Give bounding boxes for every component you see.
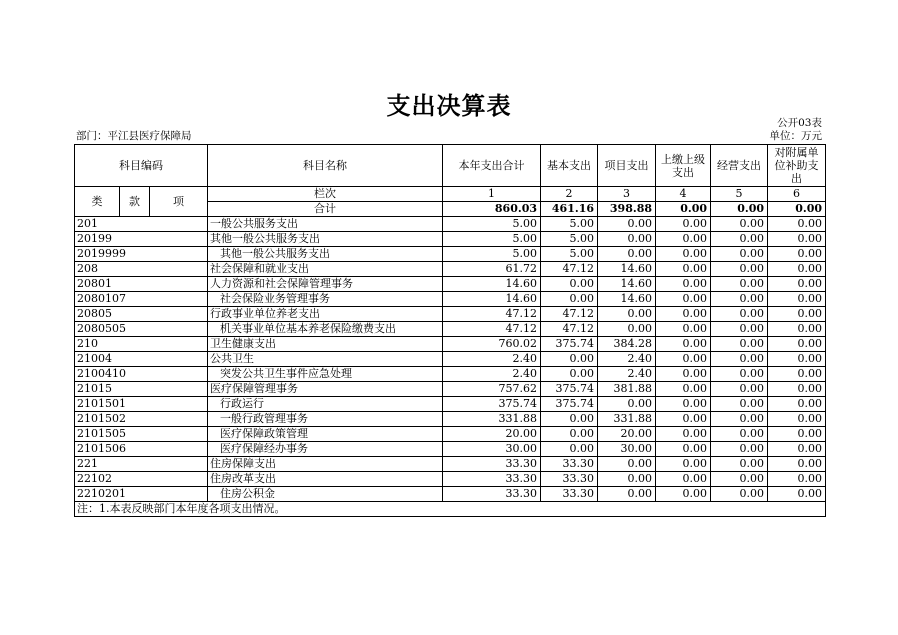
amount-cell: 33.30 xyxy=(541,457,598,472)
subject-name: 医疗保障政策管理 xyxy=(208,427,443,442)
header-kuan: 款 xyxy=(120,187,150,217)
amount-cell: 0.00 xyxy=(768,232,826,247)
amount-cell: 0.00 xyxy=(598,232,656,247)
amount-cell: 0.00 xyxy=(768,472,826,487)
amount-cell: 30.00 xyxy=(443,442,541,457)
subject-code: 20805 xyxy=(75,307,208,322)
table-row xyxy=(75,232,826,247)
col-num: 5 xyxy=(711,187,768,202)
table-row xyxy=(75,247,826,262)
subject-code: 2100410 xyxy=(75,367,208,382)
amount-cell: 5.00 xyxy=(443,217,541,232)
amount-cell: 0.00 xyxy=(656,262,711,277)
header-row xyxy=(75,145,826,187)
amount-cell: 61.72 xyxy=(443,262,541,277)
subject-name: 社会保障和就业支出 xyxy=(208,262,443,277)
table-row xyxy=(75,262,826,277)
total-value: 0.00 xyxy=(656,202,711,217)
amount-cell: 0.00 xyxy=(711,427,768,442)
header-lanci: 栏次 xyxy=(208,187,443,202)
header-lei: 类 xyxy=(75,187,120,217)
table-row xyxy=(75,322,826,337)
amount-cell: 30.00 xyxy=(598,442,656,457)
amount-cell: 14.60 xyxy=(443,277,541,292)
table-row xyxy=(75,292,826,307)
amount-cell: 47.12 xyxy=(541,322,598,337)
header-total: 本年支出合计 xyxy=(443,145,541,187)
amount-cell: 20.00 xyxy=(598,427,656,442)
amount-cell: 375.74 xyxy=(541,382,598,397)
amount-cell: 47.12 xyxy=(541,307,598,322)
amount-cell: 0.00 xyxy=(768,427,826,442)
total-value: 860.03 xyxy=(443,202,541,217)
amount-cell: 2.40 xyxy=(443,367,541,382)
table-row xyxy=(75,397,826,412)
subject-name: 突发公共卫生事件应急处理 xyxy=(208,367,443,382)
subject-code: 2101505 xyxy=(75,427,208,442)
amount-cell: 0.00 xyxy=(711,262,768,277)
amount-cell: 0.00 xyxy=(768,442,826,457)
amount-cell: 0.00 xyxy=(656,232,711,247)
amount-cell: 33.30 xyxy=(443,472,541,487)
amount-cell: 0.00 xyxy=(598,487,656,502)
amount-cell: 0.00 xyxy=(541,352,598,367)
amount-cell: 0.00 xyxy=(656,337,711,352)
amount-cell: 0.00 xyxy=(541,427,598,442)
amount-cell: 14.60 xyxy=(598,277,656,292)
page-title: 支出决算表 xyxy=(386,91,512,120)
amount-cell: 0.00 xyxy=(656,352,711,367)
subject-code: 2101506 xyxy=(75,442,208,457)
amount-cell: 0.00 xyxy=(656,442,711,457)
amount-cell: 0.00 xyxy=(656,367,711,382)
amount-cell: 0.00 xyxy=(768,262,826,277)
amount-cell: 5.00 xyxy=(443,232,541,247)
department-label: 部门：平江县医疗保障局 xyxy=(76,130,192,142)
subject-code: 221 xyxy=(75,457,208,472)
amount-cell: 2.40 xyxy=(598,352,656,367)
subject-name: 行政事业单位养老支出 xyxy=(208,307,443,322)
amount-cell: 0.00 xyxy=(711,367,768,382)
subject-name: 住房改革支出 xyxy=(208,472,443,487)
amount-cell: 0.00 xyxy=(711,217,768,232)
amount-cell: 0.00 xyxy=(768,382,826,397)
column-number-row xyxy=(75,187,826,202)
table-row xyxy=(75,427,826,442)
amount-cell: 5.00 xyxy=(443,247,541,262)
amount-cell: 757.62 xyxy=(443,382,541,397)
amount-cell: 0.00 xyxy=(711,412,768,427)
col-num: 3 xyxy=(598,187,656,202)
subject-name: 卫生健康支出 xyxy=(208,337,443,352)
amount-cell: 0.00 xyxy=(598,322,656,337)
subject-code: 2210201 xyxy=(75,487,208,502)
subject-code: 208 xyxy=(75,262,208,277)
header-business: 经营支出 xyxy=(711,145,768,187)
amount-cell: 0.00 xyxy=(711,397,768,412)
amount-cell: 5.00 xyxy=(541,232,598,247)
expenditure-table xyxy=(74,144,826,517)
unit-label: 单位：万元 xyxy=(769,130,822,142)
amount-cell: 0.00 xyxy=(541,277,598,292)
subject-name: 其他一般公共服务支出 xyxy=(208,247,443,262)
subject-code: 21004 xyxy=(75,352,208,367)
subject-code: 21015 xyxy=(75,382,208,397)
amount-cell: 0.00 xyxy=(711,442,768,457)
subject-code: 2101501 xyxy=(75,397,208,412)
amount-cell: 0.00 xyxy=(598,217,656,232)
amount-cell: 0.00 xyxy=(656,277,711,292)
amount-cell: 0.00 xyxy=(711,337,768,352)
amount-cell: 0.00 xyxy=(656,247,711,262)
amount-cell: 14.60 xyxy=(598,292,656,307)
table-row xyxy=(75,472,826,487)
subject-name: 一般行政管理事务 xyxy=(208,412,443,427)
header-project: 项目支出 xyxy=(598,145,656,187)
subject-code: 22102 xyxy=(75,472,208,487)
table-row xyxy=(75,277,826,292)
subject-code: 210 xyxy=(75,337,208,352)
amount-cell: 2.40 xyxy=(443,352,541,367)
subject-name: 社会保险业务管理事务 xyxy=(208,292,443,307)
amount-cell: 760.02 xyxy=(443,337,541,352)
table-row xyxy=(75,367,826,382)
amount-cell: 0.00 xyxy=(598,247,656,262)
amount-cell: 0.00 xyxy=(656,382,711,397)
header-subsidy: 对附属单位补助支出 xyxy=(768,145,826,187)
amount-cell: 384.28 xyxy=(598,337,656,352)
amount-cell: 0.00 xyxy=(598,457,656,472)
amount-cell: 331.88 xyxy=(443,412,541,427)
amount-cell: 47.12 xyxy=(443,307,541,322)
subject-name: 医疗保障经办事务 xyxy=(208,442,443,457)
amount-cell: 0.00 xyxy=(711,232,768,247)
amount-cell: 0.00 xyxy=(711,472,768,487)
table-row xyxy=(75,307,826,322)
total-label: 合计 xyxy=(208,202,443,217)
amount-cell: 14.60 xyxy=(443,292,541,307)
amount-cell: 33.30 xyxy=(541,472,598,487)
amount-cell: 0.00 xyxy=(711,247,768,262)
amount-cell: 0.00 xyxy=(656,322,711,337)
amount-cell: 5.00 xyxy=(541,247,598,262)
col-num: 2 xyxy=(541,187,598,202)
amount-cell: 0.00 xyxy=(711,277,768,292)
table-note: 注：1.本表反映部门本年度各项支出情况。 xyxy=(75,502,826,517)
subject-name: 公共卫生 xyxy=(208,352,443,367)
amount-cell: 47.12 xyxy=(541,262,598,277)
amount-cell: 0.00 xyxy=(768,247,826,262)
header-upper: 上缴上级支出 xyxy=(656,145,711,187)
total-value: 0.00 xyxy=(768,202,826,217)
amount-cell: 0.00 xyxy=(656,472,711,487)
amount-cell: 0.00 xyxy=(768,367,826,382)
amount-cell: 375.74 xyxy=(541,337,598,352)
amount-cell: 0.00 xyxy=(656,217,711,232)
table-row xyxy=(75,352,826,367)
amount-cell: 0.00 xyxy=(541,367,598,382)
note-row xyxy=(75,502,826,517)
subject-code: 2019999 xyxy=(75,247,208,262)
amount-cell: 0.00 xyxy=(711,487,768,502)
amount-cell: 0.00 xyxy=(711,322,768,337)
subject-name: 人力资源和社会保障管理事务 xyxy=(208,277,443,292)
amount-cell: 375.74 xyxy=(443,397,541,412)
header-basic: 基本支出 xyxy=(541,145,598,187)
col-num: 1 xyxy=(443,187,541,202)
amount-cell: 33.30 xyxy=(541,487,598,502)
col-num: 4 xyxy=(656,187,711,202)
total-value: 0.00 xyxy=(711,202,768,217)
amount-cell: 0.00 xyxy=(768,487,826,502)
subject-code: 20801 xyxy=(75,277,208,292)
amount-cell: 0.00 xyxy=(768,337,826,352)
form-code: 公开03表 xyxy=(777,117,822,129)
subject-name: 一般公共服务支出 xyxy=(208,217,443,232)
subject-code: 2080107 xyxy=(75,292,208,307)
amount-cell: 0.00 xyxy=(541,412,598,427)
subject-name: 住房保障支出 xyxy=(208,457,443,472)
subject-code: 20199 xyxy=(75,232,208,247)
table-row xyxy=(75,457,826,472)
amount-cell: 0.00 xyxy=(768,307,826,322)
subject-code: 201 xyxy=(75,217,208,232)
amount-cell: 381.88 xyxy=(598,382,656,397)
table-row xyxy=(75,217,826,232)
amount-cell: 0.00 xyxy=(768,277,826,292)
amount-cell: 5.00 xyxy=(541,217,598,232)
amount-cell: 0.00 xyxy=(711,352,768,367)
amount-cell: 331.88 xyxy=(598,412,656,427)
table-row xyxy=(75,382,826,397)
subject-name: 医疗保障管理事务 xyxy=(208,382,443,397)
amount-cell: 0.00 xyxy=(768,397,826,412)
subject-name: 行政运行 xyxy=(208,397,443,412)
header-xiang: 项 xyxy=(150,187,208,217)
amount-cell: 2.40 xyxy=(598,367,656,382)
amount-cell: 0.00 xyxy=(656,487,711,502)
amount-cell: 0.00 xyxy=(598,472,656,487)
amount-cell: 0.00 xyxy=(768,412,826,427)
amount-cell: 0.00 xyxy=(656,292,711,307)
amount-cell: 0.00 xyxy=(711,457,768,472)
subject-name: 住房公积金 xyxy=(208,487,443,502)
amount-cell: 0.00 xyxy=(656,427,711,442)
amount-cell: 0.00 xyxy=(541,442,598,457)
amount-cell: 20.00 xyxy=(443,427,541,442)
amount-cell: 33.30 xyxy=(443,487,541,502)
subject-name: 其他一般公共服务支出 xyxy=(208,232,443,247)
amount-cell: 0.00 xyxy=(656,412,711,427)
amount-cell: 0.00 xyxy=(711,382,768,397)
amount-cell: 375.74 xyxy=(541,397,598,412)
amount-cell: 0.00 xyxy=(768,352,826,367)
amount-cell: 0.00 xyxy=(711,292,768,307)
header-subject-name: 科目名称 xyxy=(208,145,443,187)
amount-cell: 0.00 xyxy=(711,307,768,322)
amount-cell: 0.00 xyxy=(768,217,826,232)
amount-cell: 33.30 xyxy=(443,457,541,472)
col-num: 6 xyxy=(768,187,826,202)
amount-cell: 0.00 xyxy=(598,397,656,412)
table-row xyxy=(75,487,826,502)
amount-cell: 0.00 xyxy=(598,307,656,322)
amount-cell: 0.00 xyxy=(656,457,711,472)
amount-cell: 0.00 xyxy=(656,397,711,412)
amount-cell: 14.60 xyxy=(598,262,656,277)
amount-cell: 0.00 xyxy=(768,322,826,337)
amount-cell: 0.00 xyxy=(768,457,826,472)
amount-cell: 0.00 xyxy=(541,292,598,307)
amount-cell: 47.12 xyxy=(443,322,541,337)
total-value: 461.16 xyxy=(541,202,598,217)
subject-code: 2101502 xyxy=(75,412,208,427)
amount-cell: 0.00 xyxy=(768,292,826,307)
header-subject-code: 科目编码 xyxy=(75,145,208,187)
table-row xyxy=(75,412,826,427)
amount-cell: 0.00 xyxy=(656,307,711,322)
table-row xyxy=(75,442,826,457)
table-row xyxy=(75,337,826,352)
total-value: 398.88 xyxy=(598,202,656,217)
subject-name: 机关事业单位基本养老保险缴费支出 xyxy=(208,322,443,337)
subject-code: 2080505 xyxy=(75,322,208,337)
